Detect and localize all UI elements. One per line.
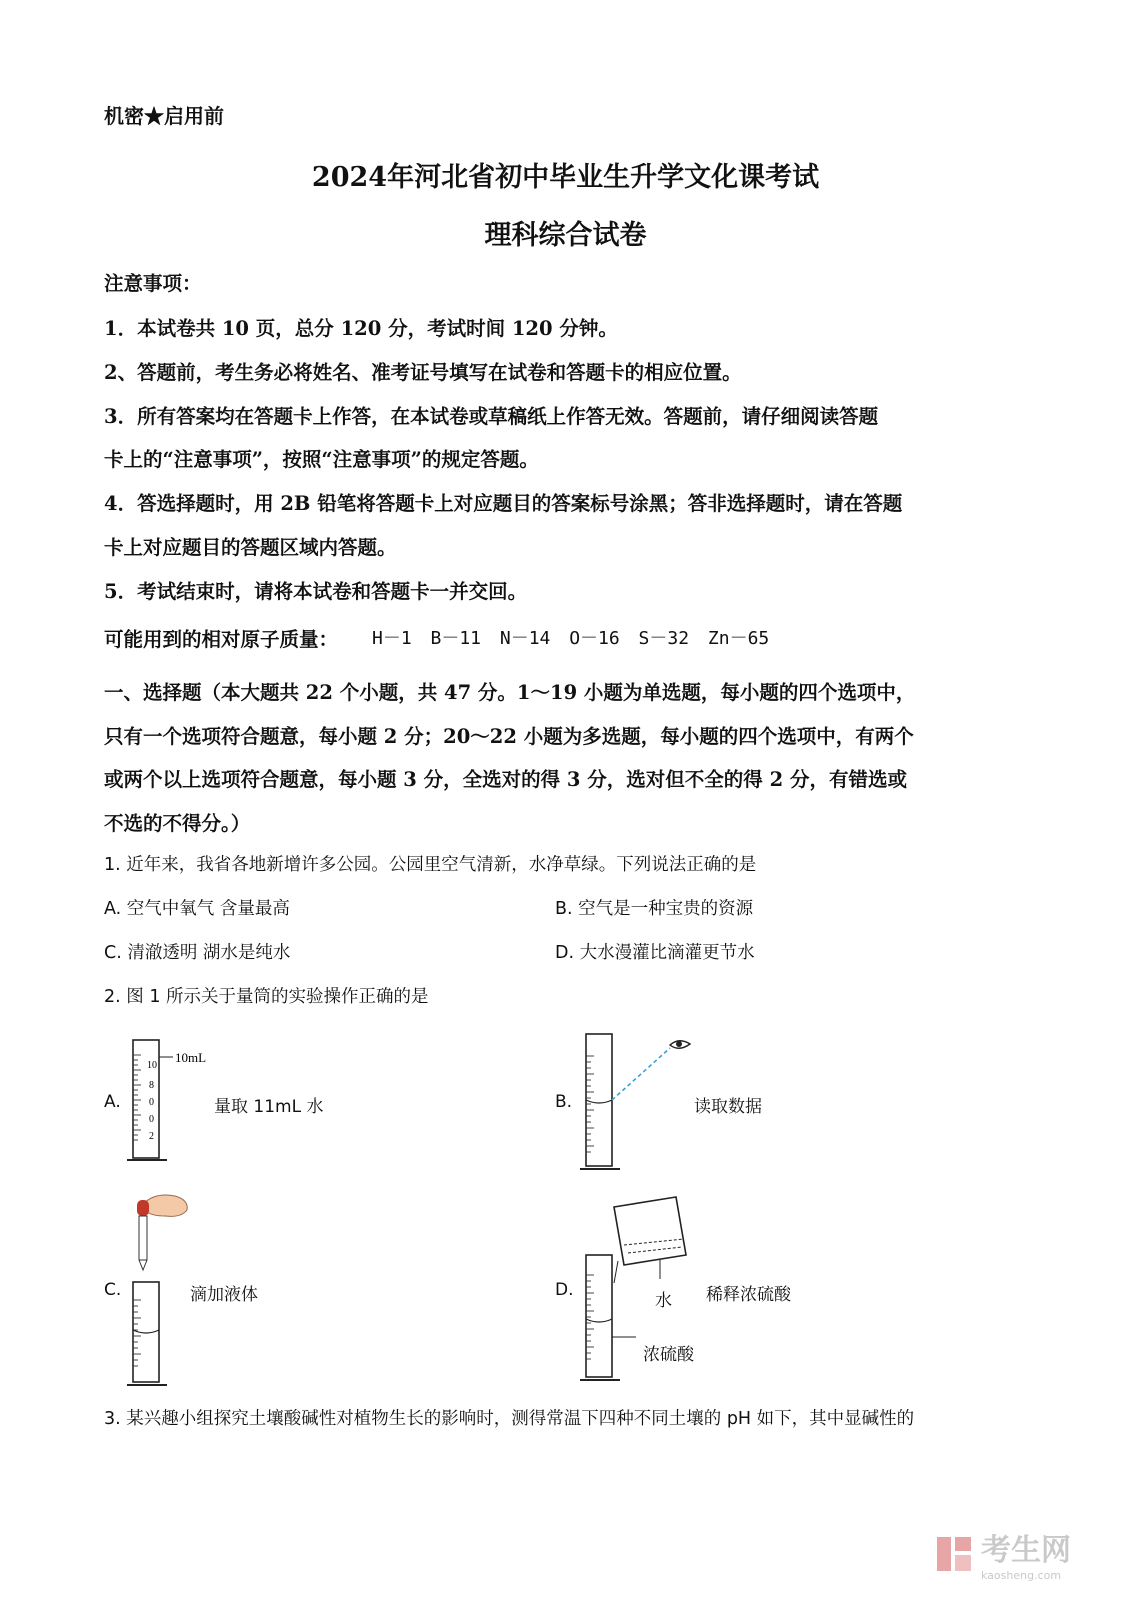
section1-line-3: 或两个以上选项符合题意，每小题 3 分，全选对的得 3 分，选对但不全的得 2 分，有错选或 [104, 768, 907, 791]
notice-line-3: 3．所有答案均在答题卡上作答，在本试卷或草稿纸上作答无效。答题前，请仔细阅读答题 [104, 405, 879, 428]
atomic-mass-label: 可能用到的相对原子质量： [104, 628, 339, 651]
q2-stem: 2. 图 1 所示关于量筒的实验操作正确的是 [104, 987, 429, 1007]
section1-line-4: 不选的不得分。） [104, 812, 251, 835]
eye-icon [670, 1041, 690, 1049]
q2-option-d-text: 稀释浓硫酸 [706, 1285, 791, 1305]
beaker-icon [614, 1197, 686, 1265]
q2-option-c-letter: C. [104, 1280, 122, 1300]
cylinder-a-tick-4: 0 [149, 1114, 154, 1125]
notice-line-1: 1．本试卷共 10 页，总分 120 分，考试时间 120 分钟。 [104, 317, 618, 340]
notice-line-2: 2、答题前，考生务必将姓名、准考证号填写在试卷和答题卡的相应位置。 [104, 361, 742, 384]
q2-option-b-letter: B. [555, 1092, 573, 1112]
notice-line-3-cont: 卡上的“注意事项”，按照“注意事项”的规定答题。 [104, 448, 539, 471]
notice-heading: 注意事项： [104, 272, 202, 295]
q1-option-d: D. 大水漫灌比滴灌更节水 [555, 943, 755, 963]
graduated-cylinder-b-figure [578, 1028, 698, 1176]
section1-line-2: 只有一个选项符合题意，每小题 2 分；20～22 小题为多选题，每小题的四个选项中，有两个 [104, 725, 914, 748]
watermark-logo-icon [935, 1535, 973, 1573]
section1-line-1: 一、选择题（本大题共 22 个小题，共 47 分。1～19 小题为单选题，每小题的四个选项中， [104, 681, 916, 704]
hand-icon [143, 1195, 187, 1216]
q1-stem: 1. 近年来，我省各地新增许多公园。公园里空气清新，水净草绿。下列说法正确的是 [104, 855, 757, 875]
notice-line-4: 4．答选择题时，用 2B 铅笔将答题卡上对应题目的答案标号涂黑；答非选择题时，请在答题 [104, 492, 903, 515]
cylinder-a-tick-5: 2 [149, 1131, 154, 1142]
cylinder-a-tick-2: 8 [149, 1080, 154, 1091]
q1-option-b: B. 空气是一种宝贵的资源 [555, 899, 754, 919]
q2-option-d-letter: D. [555, 1280, 574, 1300]
notice-line-5: 5．考试结束时，请将本试卷和答题卡一并交回。 [104, 580, 528, 603]
q2-option-a-text: 量取 11mL 水 [214, 1097, 324, 1117]
exam-subtitle: 理科综合试卷 [484, 220, 647, 251]
q2-option-a-letter: A. [104, 1092, 121, 1112]
watermark [935, 1525, 1071, 1582]
q2-option-d-water-label: 水 [655, 1291, 672, 1311]
q2-option-d-acid-label: 浓硫酸 [643, 1345, 694, 1365]
q2-option-c-text: 滴加液体 [190, 1285, 258, 1305]
cylinder-a-tick-3: 0 [149, 1097, 154, 1108]
cylinder-a-mark-label: 10mL [175, 1050, 207, 1065]
q1-option-a: A. 空气中氧气 含量最高 [104, 899, 290, 919]
q3-stem: 3. 某兴趣小组探究土壤酸碱性对植物生长的影响时，测得常温下四种不同土壤的 pH 如下，其中显碱性的 [104, 1409, 915, 1429]
dropper-icon [137, 1200, 149, 1270]
confidential-mark: 机密★启用前 [104, 104, 224, 128]
atomic-mass-values: H－1 B－11 N－14 O－16 S－32 Zn－65 [372, 628, 770, 649]
cylinder-a-tick-1: 10 [147, 1060, 157, 1071]
notice-line-4-cont: 卡上对应题目的答题区域内答题。 [104, 536, 397, 559]
watermark-name: 考生网 [981, 1533, 1071, 1568]
q2-option-b-text: 读取数据 [694, 1097, 762, 1117]
exam-title: 2024年河北省初中毕业生升学文化课考试 [311, 162, 820, 193]
watermark-url: kaosheng.com [981, 1569, 1062, 1582]
q1-option-c: C. 清澈透明 湖水是纯水 [104, 943, 291, 963]
